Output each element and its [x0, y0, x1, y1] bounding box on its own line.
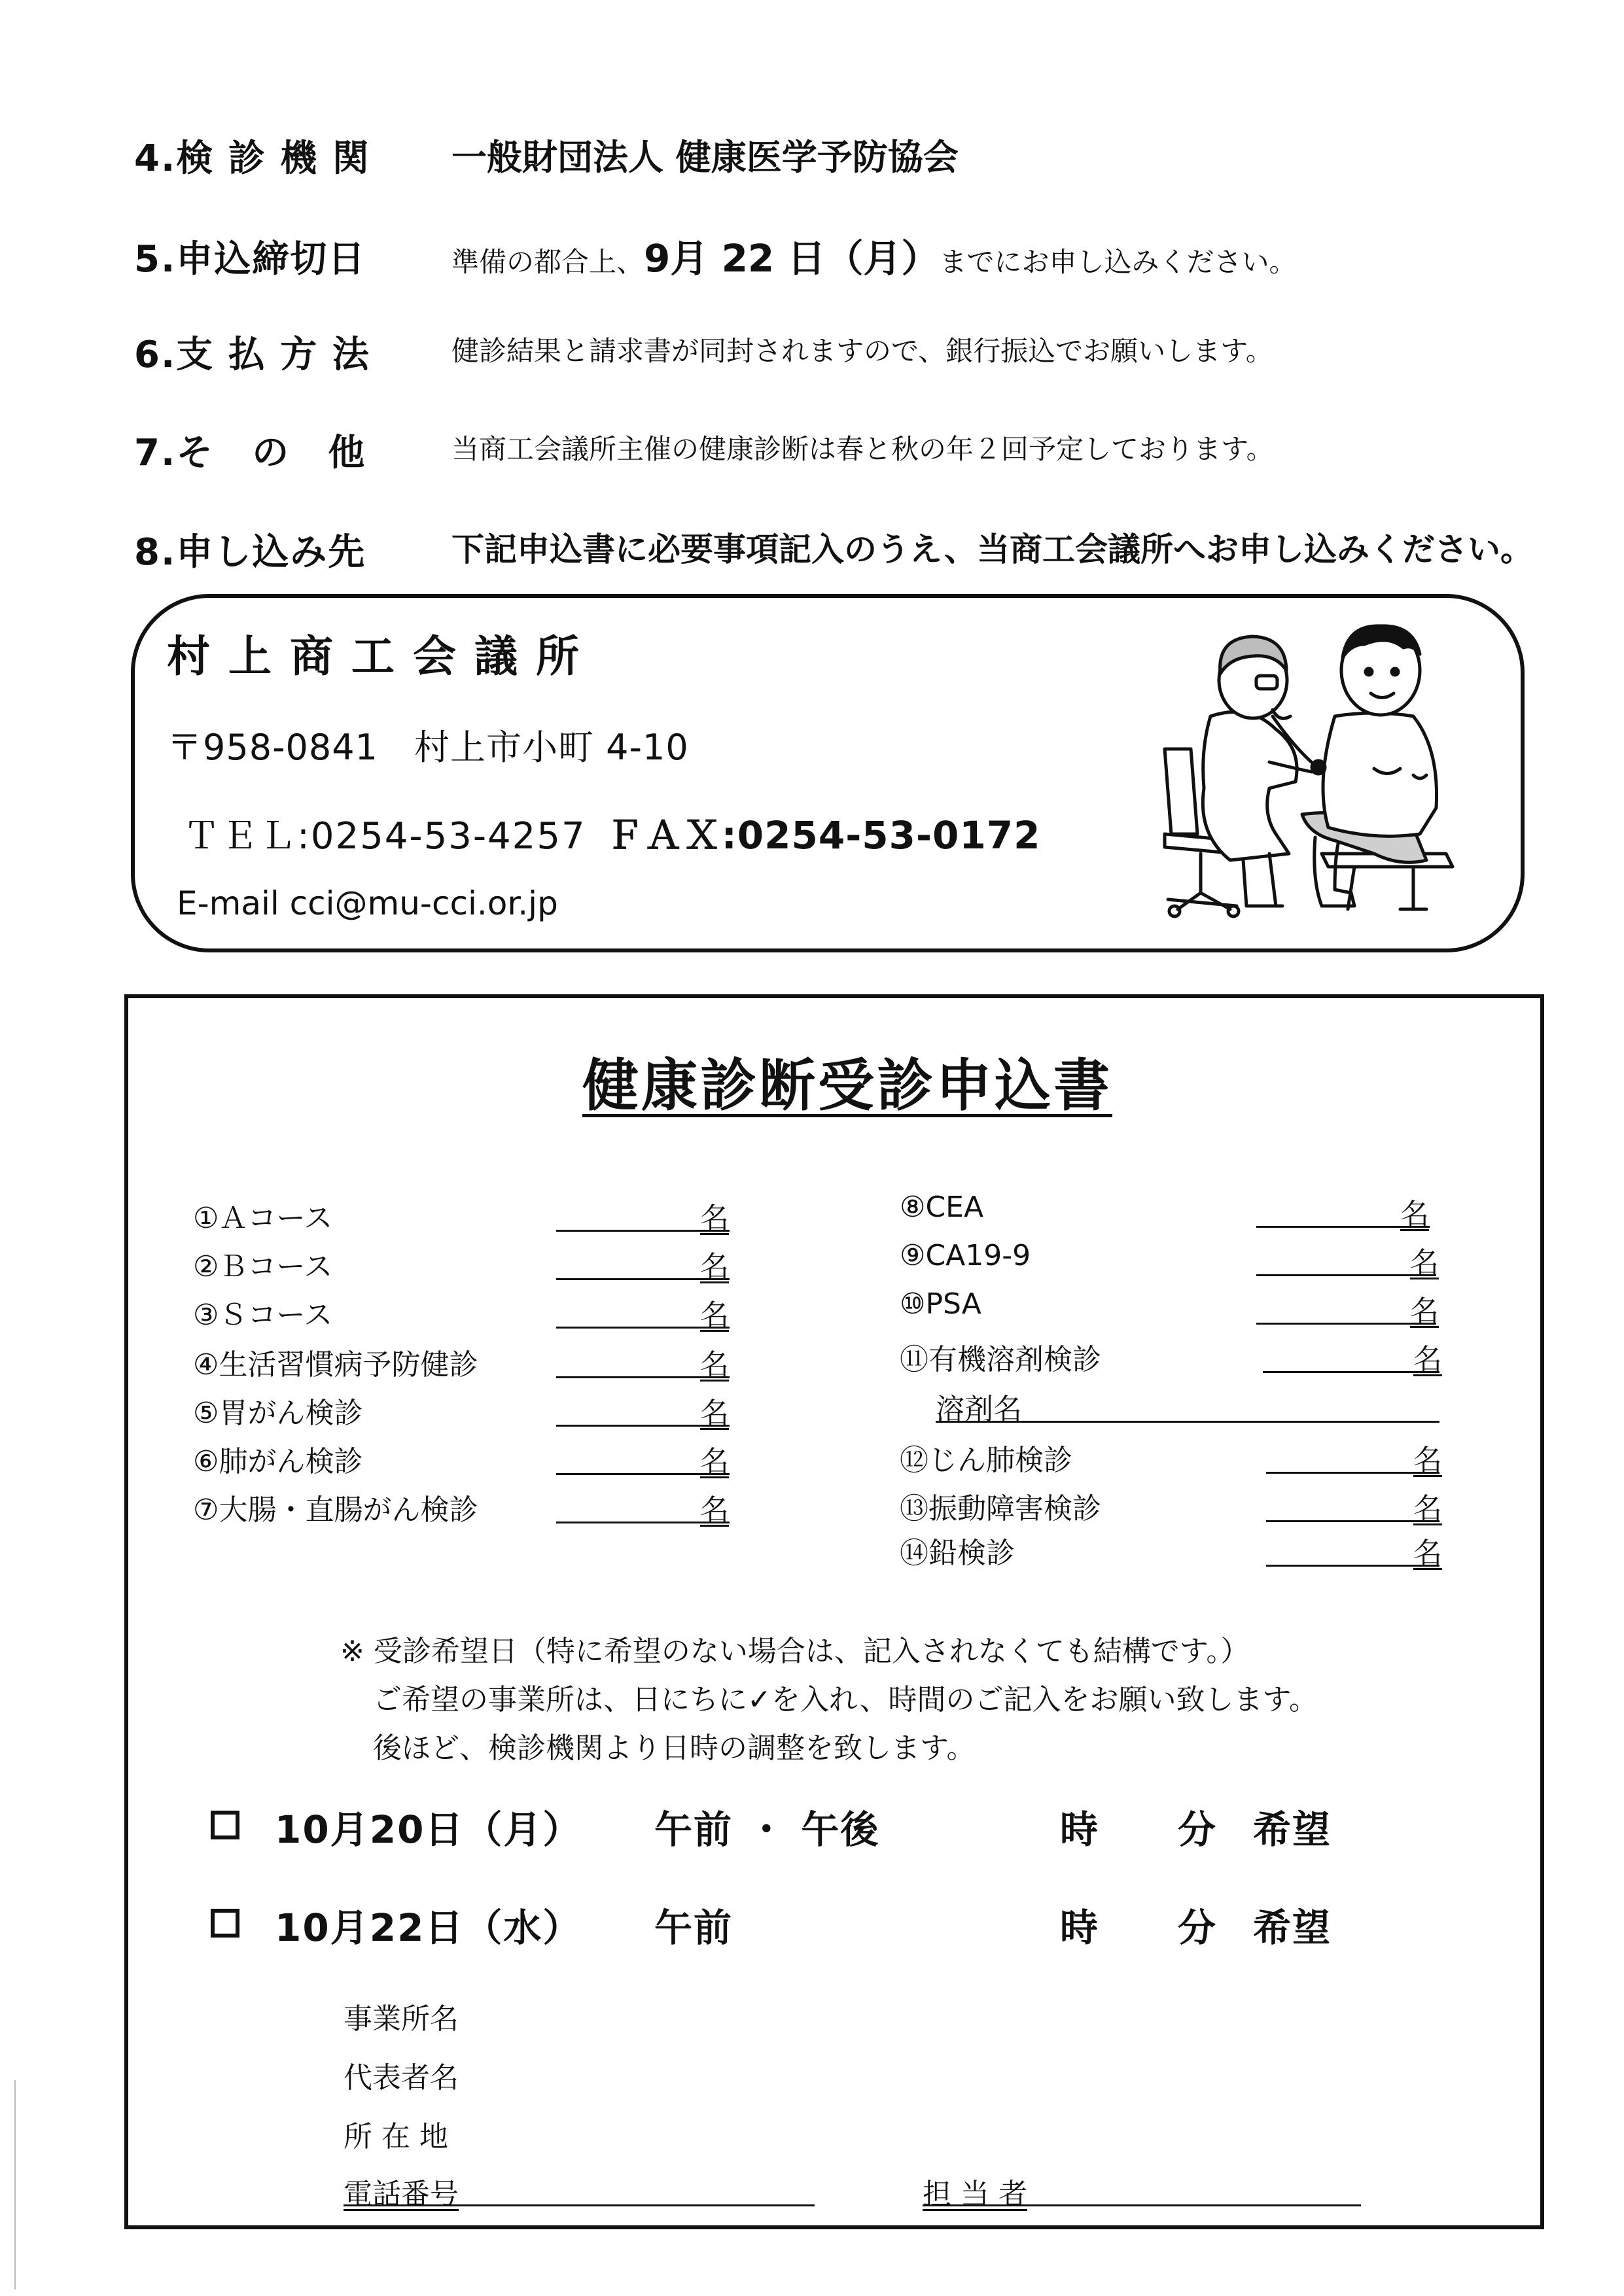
section-8-label: 8.申し込み先	[134, 531, 366, 574]
contact-name: 村上商工会議所	[167, 631, 597, 682]
lung-cancer-label: ⑥肺がん検診	[193, 1445, 363, 1478]
slot-2-hour-label: 時	[1060, 1905, 1100, 1950]
section-5-label: 5.申込締切日	[134, 238, 366, 281]
ca19-9-label: ⑨CA19-9	[900, 1239, 1031, 1272]
psa-unit: 名	[1410, 1295, 1439, 1328]
contact-email[interactable]: E-mail cci@mu-cci.or.jp	[177, 884, 558, 922]
contact-address: 〒958-0841 村上市小町 4-10	[167, 727, 689, 768]
psa-count-input[interactable]	[1256, 1323, 1436, 1325]
form-title: 健康診断受診申込書	[582, 1053, 1112, 1119]
course-a-unit: 名	[700, 1202, 729, 1235]
slot-1-checkbox[interactable]	[211, 1811, 239, 1839]
vibration-disorder-label: ⑬振動障害検診	[900, 1492, 1101, 1525]
stomach-cancer-unit: 名	[700, 1397, 729, 1430]
solvent-name-label: 溶剤名	[936, 1393, 1022, 1426]
doctor-exam-illustration	[1139, 618, 1472, 926]
check-instruction-note: ご希望の事業所は、日にちに✓を入れ、時間のご記入をお願い致します。	[373, 1683, 1318, 1716]
phone-label: 電話番号	[344, 2178, 459, 2211]
lifestyle-checkup-label: ④生活習慣病予防健診	[193, 1348, 478, 1382]
section-6-label: 6.支 払 方 法	[134, 334, 370, 376]
slot-1-date: 10月20日（月）	[275, 1807, 582, 1852]
pneumoconiosis-unit: 名	[1413, 1444, 1442, 1477]
slot-2-wish-label: 希望	[1253, 1905, 1332, 1950]
slot-2-checkbox[interactable]	[211, 1909, 239, 1938]
address-label: 所 在 地	[344, 2120, 448, 2153]
phone-input[interactable]	[344, 2204, 815, 2206]
course-b-unit: 名	[700, 1250, 729, 1283]
slot-1-hour-label: 時	[1060, 1807, 1100, 1852]
lead-exam-unit: 名	[1413, 1537, 1442, 1570]
stomach-cancer-label: ⑤胃がん検診	[193, 1397, 363, 1430]
deadline-prefix: 準備の都合上、	[451, 246, 644, 278]
lung-cancer-unit: 名	[700, 1445, 729, 1478]
scan-edge-line	[14, 2080, 16, 2289]
lifestyle-checkup-unit: 名	[700, 1348, 729, 1382]
slot-1-minute-label: 分	[1178, 1807, 1218, 1852]
business-name-label: 事業所名	[344, 2002, 459, 2036]
deadline-suffix: までにお申し込みください。	[939, 246, 1297, 278]
lead-exam-label: ⑭鉛検診	[900, 1537, 1015, 1570]
representative-label: 代表者名	[344, 2061, 459, 2095]
ca19-9-count-input[interactable]	[1256, 1274, 1436, 1276]
section-7-label: 7.そ の 他	[134, 432, 366, 474]
section-5-text	[451, 228, 1297, 283]
course-s-unit: 名	[700, 1298, 729, 1332]
section-4-text: 一般財団法人 健康医学予防協会	[451, 137, 959, 178]
colorectal-cancer-unit: 名	[700, 1493, 729, 1527]
preferred-date-note: ※ 受診希望日（特に希望のない場合は、記入されなくても結構です。）	[340, 1635, 1250, 1668]
solvent-name-input[interactable]	[936, 1421, 1439, 1423]
cea-unit: 名	[1400, 1198, 1429, 1231]
psa-label: ⑩PSA	[900, 1287, 981, 1321]
course-s-label: ③Ｓコース	[193, 1298, 333, 1332]
vibration-disorder-unit: 名	[1413, 1492, 1442, 1525]
course-b-label: ②Ｂコース	[193, 1250, 333, 1283]
section-8-text: 下記申込書に必要事項記入のうえ、当商工会議所へお申し込みください。	[451, 531, 1533, 568]
colorectal-cancer-label: ⑦大腸・直腸がん検診	[193, 1493, 478, 1527]
contact-fax[interactable]: ＦＡＸ:0254-53-0172	[605, 813, 1041, 858]
organic-solvent-unit: 名	[1413, 1343, 1442, 1376]
slot-2-date: 10月22日（水）	[275, 1905, 582, 1950]
ca19-9-unit: 名	[1410, 1246, 1439, 1279]
contact-phone-row	[183, 805, 1040, 860]
cea-label: ⑧CEA	[900, 1191, 984, 1224]
section-7-text: 当商工会議所主催の健康診断は春と秋の年２回予定しております。	[451, 433, 1274, 465]
organic-solvent-label: ⑪有機溶剤検診	[900, 1343, 1101, 1376]
schedule-adjust-note: 後ほど、検診機関より日時の調整を致します。	[373, 1731, 976, 1765]
contact-tel: ＴＥＬ:0254-53-4257	[183, 815, 586, 858]
section-4-label: 4.検 診 機 関	[134, 137, 370, 180]
person-in-charge-label: 担 当 者	[923, 2178, 1027, 2211]
slot-1-period[interactable]: 午前 ・ 午後	[654, 1807, 880, 1852]
pneumoconiosis-label: ⑫じん肺検診	[900, 1444, 1072, 1477]
section-6-text: 健診結果と請求書が同封されますので、銀行振込でお願いします。	[451, 335, 1273, 367]
slot-2-minute-label: 分	[1178, 1905, 1218, 1950]
slot-2-period[interactable]: 午前	[654, 1905, 733, 1950]
application-form	[124, 994, 1544, 2229]
person-in-charge-input[interactable]	[923, 2204, 1361, 2206]
course-a-label: ①Ａコース	[193, 1202, 333, 1235]
deadline-date: 9月 22 日（月）	[644, 236, 940, 281]
slot-1-wish-label: 希望	[1253, 1807, 1332, 1852]
